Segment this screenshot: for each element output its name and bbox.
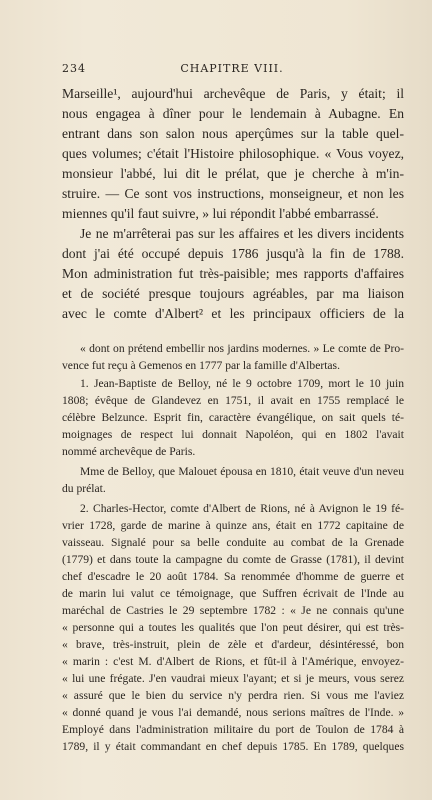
main-line-1: Marseille¹, aujourd'hui archevêque de Paris, y était; il — [62, 86, 404, 101]
main-line-2: nous engagea à dîner pour le lendemain à Aubagne. En — [62, 106, 404, 121]
footnote-line-18: « brave, très-instruit, plein de zèle et d'ardeur, désintéressé, bon — [62, 638, 404, 651]
main-line-11: et de société presque toujours agréables, par ma liaison — [62, 286, 404, 301]
footnote-line-8: Mme de Belloy, que Malouet épousa en 1810, était veuve d'un neveu — [80, 465, 404, 478]
page-number: 234 — [62, 62, 86, 75]
footnote-line-2: vence fut reçu à Gemenos en 1777 par la famille d'Albertas. — [62, 359, 340, 372]
footnote-line-10: 2. Charles-Hector, comte d'Albert de Rions, né à Avignon le 19 fé- — [80, 502, 404, 515]
main-line-8: Je ne m'arrêterai pas sur les affaires et les divers incidents — [80, 226, 404, 241]
running-header — [62, 62, 402, 78]
footnote-line-22: « donné quand je vous l'ai demandé, nous serions maîtres de l'Inde. » — [62, 706, 404, 719]
footnote-line-24: 1789, il y était commandant en chef depuis 1785. En 1789, quelques — [62, 740, 404, 753]
footnote-line-20: « lui une frégate. J'en vaudrai mieux l'ayant; et si je meurs, vous serez — [62, 672, 404, 685]
footnote-line-19: « marin : c'est M. d'Albert de Rions, et fût-il à l'Amérique, envoyez- — [62, 655, 404, 668]
footnote-line-21: « assuré que le bien du service n'y perdra rien. Si vous me l'aviez — [62, 689, 404, 702]
main-line-4: ques volumes; c'était l'Histoire philosophique. « Vous voyez, — [62, 146, 404, 161]
main-line-6: struire. — Ce sont vos instructions, monseigneur, et non les — [62, 186, 404, 201]
footnote-line-16: maréchal de Castries le 29 septembre 1782 : « Je ne connais qu'une — [62, 604, 404, 617]
footnote-line-7: nommé archevêque de Paris. — [62, 445, 196, 458]
main-line-5: monsieur l'abbé, lui dit le prélat, que je cherche à m'in- — [62, 166, 404, 181]
footnote-line-14: chef d'escadre le 20 août 1784. Sa renommée d'homme de guerre et — [62, 570, 404, 583]
footnote-line-17: « personne qui a toutes les qualités que l'on peut désirer, qui est très- — [62, 621, 404, 634]
footnote-line-6: moignages de respect lui donnait Napoléon, qui en 1802 l'avait — [62, 428, 404, 441]
footnote-line-4: 1808; évêque de Glandevez en 1751, il avait en 1755 remplacé le — [62, 394, 404, 407]
main-line-12: avec le comte d'Albert² et les principaux officiers de la — [62, 306, 404, 321]
footnote-line-3: 1. Jean-Baptiste de Belloy, né le 9 octobre 1709, mort le 10 juin — [80, 377, 404, 390]
footnote-line-13: (1779) et dans toute la campagne du comte de Grasse (1781), il devint — [62, 553, 404, 566]
footnote-line-1: « dont on prétend embellir nos jardins modernes. » Le comte de Pro- — [80, 342, 404, 355]
chapter-title: CHAPITRE VIII. — [180, 62, 284, 75]
footnote-line-11: vrier 1728, garde de marine à quinze ans, était en 1772 capitaine de — [62, 519, 404, 532]
main-line-9: dont j'ai été occupé depuis 1786 jusqu'à la fin de 1788. — [62, 246, 404, 261]
footnote-line-9: du prélat. — [62, 482, 106, 495]
footnote-line-12: vaisseau. Signalé pour sa belle conduite au combat de la Grenade — [62, 536, 404, 549]
footnote-line-15: de marin lui valut ce témoignage, que Suffren écrivait de l'Inde au — [62, 587, 404, 600]
footnote-line-5: célèbre Belzunce. Esprit fin, caractère évangélique, on sait quels té- — [62, 411, 404, 424]
main-line-3: entrant dans son salon nous aperçûmes sur la table quel- — [62, 126, 404, 141]
main-line-7: miennes qu'il faut suivre, » lui répondit l'abbé embarrassé. — [62, 206, 379, 221]
footnote-line-23: Employé dans l'administration militaire du port de Toulon de 1784 à — [62, 723, 404, 736]
main-line-10: Mon administration fut très-paisible; mes rapports d'affaires — [62, 266, 404, 281]
